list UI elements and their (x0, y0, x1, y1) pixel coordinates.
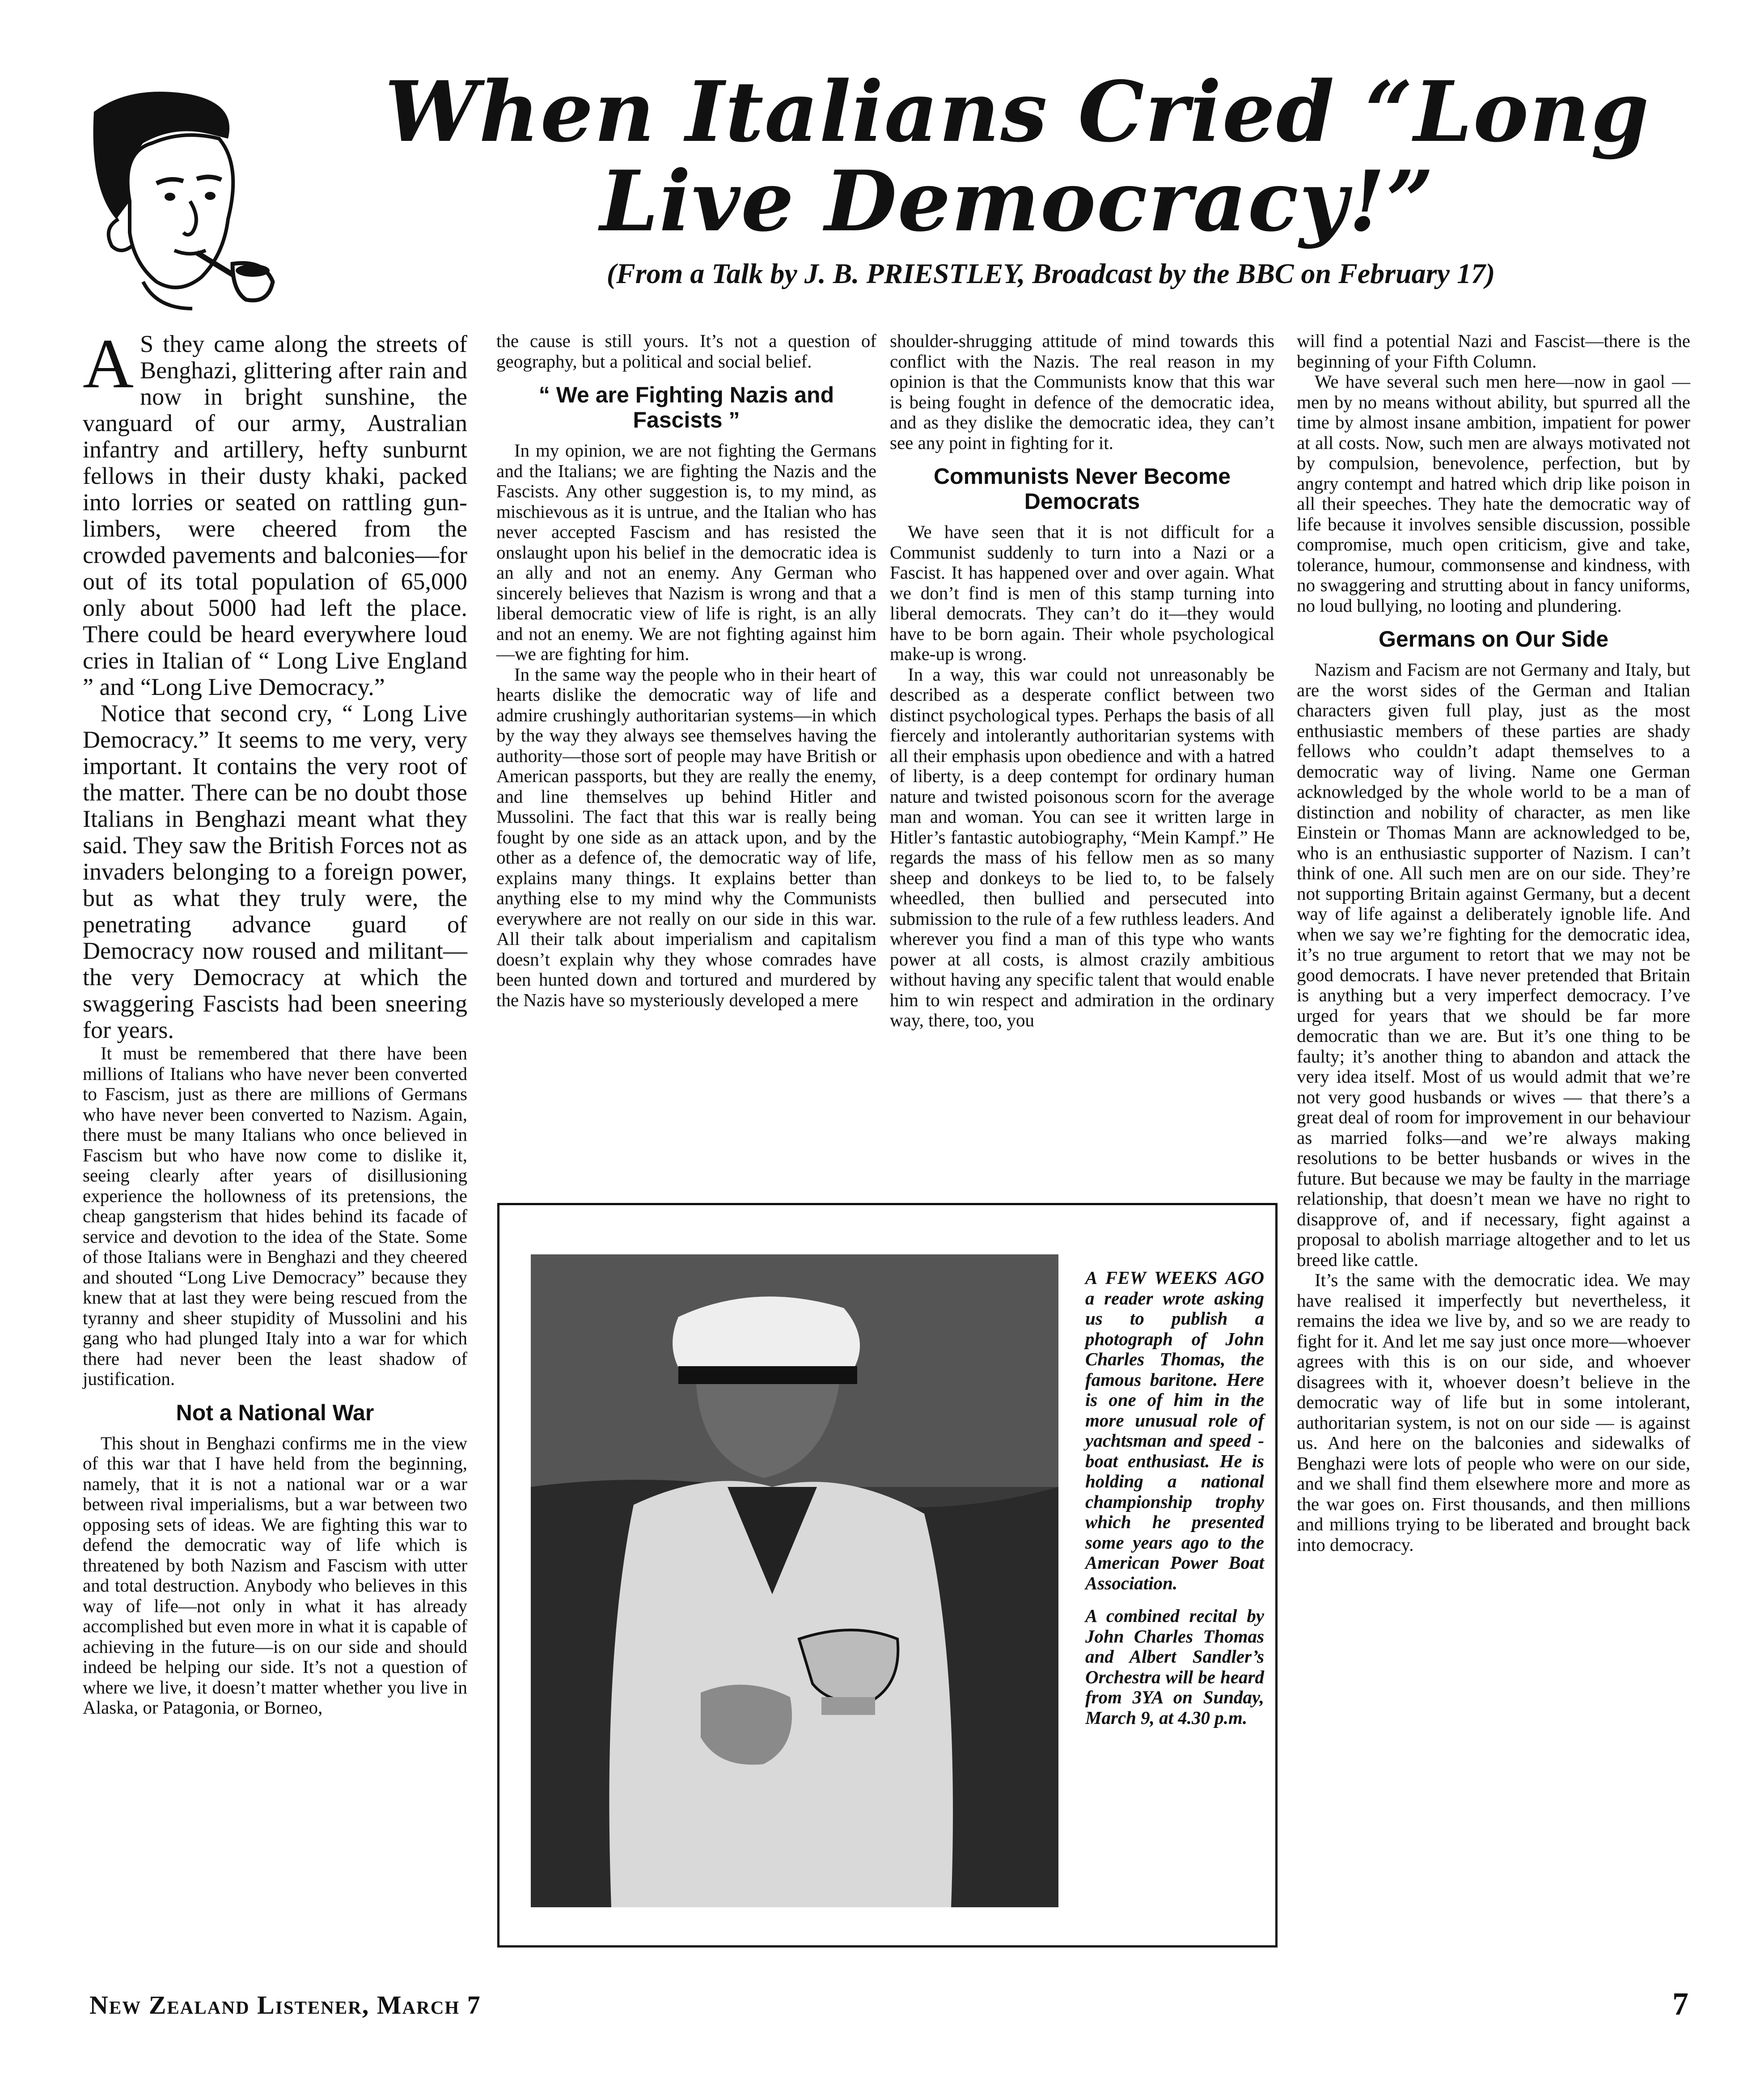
drop-cap: A (83, 325, 134, 403)
headline (313, 63, 1722, 250)
paragraph: This shout in Benghazi confirms me in the view of this war that I have held from the beginning, namely, that it is not a national war or a war between rival imperialisms, but a war between two opposing sets of ideas. We are fighting this war to defend the democratic way of life which is threatened by both Nazism and Fascism with utter and total destruction. Anybody who believes in this way of life—not only in what it has already accomplished but even more in what it is capable of achieving in the future—is on our side and should indeed be helping our side. It’s not a question of where we live, it doesn’t matter whether you live in Alaska, or Patagonia, or Borneo, (83, 1432, 467, 1718)
photo-feature-box (497, 1203, 1278, 1948)
section-heading-germans-on-our-side: Germans on Our Side (1378, 627, 1608, 652)
paragraph: In the same way the people who in their heart of hearts dislike the democratic way of life and admire crushingly authoritarian systems—in which by the way they always see themselves having the authority—those sort of people may have British or American passports, but they are really the enemy, and line themselves up behind Hitler and Mussolini. The fact that this war is really being fought by one side as an attack upon, and by the other as a defence of, the democratic way of life, explains many things. It explains better than anything else to my mind why the Communists everywhere are not really on our side in this war. All their talk about imperialism and capitalism doesn’t explain why they whose comrades have been hunted down and tortured and murdered by the Nazis have so mysteriously developed a mere (496, 664, 876, 1010)
article-column-1 (83, 325, 467, 1718)
caption-paragraph: A combined recital by John Charles Thomas and Albert Sandler’s Orchestra will be heard from 3YA on Sunday, March 9, at 4.30 p.m. (1085, 1605, 1264, 1728)
paragraph: the cause is still yours. It’s not a question of geography, but a political and social belief. (496, 330, 876, 372)
byline-subhead: (From a Talk by J. B. PRIESTLEY, Broadcast by the BBC on February 17) (606, 258, 1495, 289)
john-charles-thomas-photo (531, 1254, 1058, 1907)
photo-caption (1085, 1268, 1264, 1740)
lead-paragraph-text: S they came along the streets of Benghazi, glittering after rain and now in bright sunshine, the vanguard of our army, Australian infantry and artillery, hefty sunburnt fellows in their dusty khaki, packed into lorries or seated on rattling gun-limbers, were cheered from the crowded pavements and balconies—for out of its total population of 65,000 only about 5000 had left the place. There could be heard everywhere loud cries in Italian of “ Long Live England ” and “Long Live Democracy.” (83, 330, 467, 700)
article-column-4 (1297, 331, 1690, 1555)
section-heading-communists-never-become-democrats: Communists Never Become Democrats (933, 464, 1231, 514)
caption-paragraph: A FEW WEEKS AGO a reader wrote asking us to publish a photograph of John Charles Thomas, the famous baritone. Here is one of him in the more unusual role of yachtsman and speed - boat enthusiast. He is holding a national championship trophy which he presented some years ago to the American Power Boat Association. (1085, 1267, 1264, 1593)
section-heading-not-a-national-war: Not a National War (176, 1400, 374, 1425)
article-column-3 (890, 331, 1274, 1031)
paragraph: It’s the same with the democratic idea. We may have realised it imperfectly but nevertheless, it remains the idea we live by, and so we are ready to fight for it. And let me say just once more—whoever agrees with this is on our side, and whoever disagrees with it, whoever doesn’t believe in the democratic way of life but in some intolerant, authoritarian system, is not on our side — is against us. And here on the balconies and sidewalks of Benghazi were lots of people who were on our side, and we shall find them elsewhere more and more as the war goes on. First thousands, and then millions and millions trying to be liberated and brought back into democracy. (1297, 1270, 1690, 1555)
paragraph: Nazism and Facism are not Germany and Italy, but are the worst sides of the German and Italian characters given full play, just as the most enthusiastic members of these parties are shady fellows who couldn’t adapt themselves to a democratic way of living. Name one German acknowledged by the whole world to be a man of distinction and nobility of character, as men like Einstein or Thomas Mann are acknowledged to be, who is an enthusiastic supporter of Nazism. I can’t think of one. All such men are on our side. They’re not supporting Britain against Germany, but a decent way of life against a deliberately ignoble life. And when we say we’re fighting for the democratic idea, it’s no true argument to retort that we may not be good democrats. I have never pretended that Britain is anything but a very imperfect democracy. I’ve urged for years that we should be far more democratic than we are. But it’s one thing to be faulty; it’s another thing to abandon and attack the very idea itself. Most of us would admit that we’re not very good husbands or wives — that there’s a great deal of room for improvement in our behaviour as married folks—and we’re always making resolutions to be better husbands or wives in the future. But because we may be faulty in the marriage relationship, that doesn’t mean we have no right to disapprove of, and if necessary, fight against a proposal to abolish marriage altogether and to let us breed like cattle. (1297, 659, 1690, 1270)
article-column-2 (496, 331, 876, 1010)
paragraph: In a way, this war could not unreasonably be described as a desperate conflict between two distinct psychological types. Perhaps the basis of all fiercely and intolerantly authoritarian systems with all their emphasis upon obedience and with a hatred of liberty, is a deep contempt for ordinary human nature and twisted poisonous scorn for the average man and woman. You can see it written large in Hitler’s fantastic autobiography, “Mein Kampf.” He regards the mass of his fellow men as so many sheep and donkeys to be lied to, to be falsely wheedled, then bullied and persecuted into submission to the rule of a few ruthless leaders. And wherever you find a man of this type who wants power at all costs, is almost crazily ambitious without having any specific talent that would enable him to win respect and admiration in the ordinary way, there, too, you (890, 664, 1274, 1030)
paragraph: We have several such men here—now in gaol — men by no means without ability, but spurred all the time by almost insane ambition, impatient for power at all costs. Now, such men are always motivated not by compulsion, benevolence, perfection, but by angry contempt and hatred which drip like poison in all their speeches. They hate the democratic way of life because it involves sensible discussion, possible compromise, much open criticism, give and take, tolerance, humour, commonsense and kindness, with no swaggering and strutting about in fancy uniforms, no loud bullying, no looting and plundering. (1297, 371, 1690, 616)
page-number: 7 (1672, 1986, 1688, 2022)
footer-publication-line: New Zealand Listener, March 7 (89, 1990, 481, 2020)
paragraph: We have seen that it is not difficult for a Communist suddenly to turn into a Nazi or a Fascist. It has happened over and over again. What we don’t find is men of this stamp turning into liberal democrats. They can’t do it—they would have to be born again. Their whole psychological make-up is wrong. (890, 521, 1274, 664)
paragraph: In my opinion, we are not fighting the Germans and the Italians; we are fighting the Nazis and the Fascists. Any other suggestion is, to my mind, as mischievous as it is untrue, and the Italian who has never accepted Fascism and has resisted the onslaught upon his belief in the democratic idea is an ally and not an enemy. Any German who sincerely believes that Nazism is wrong and that a liberal democratic view of life is right, is an ally and not an enemy. We are not fighting against him—we are fighting for him. (496, 440, 876, 664)
paragraph: Notice that second cry, “ Long Live Democracy.” It seems to me very, very important. It contains the very root of the matter. There can be no doubt those Italians in Benghazi meant what they said. They saw the British Forces not as invaders belonging to a foreign power, but as what they truly were, the penetrating advance guard of Democracy now roused and militant—the very Democracy at which the swaggering Fascists had been sneering for years. (83, 700, 467, 1043)
paragraph: shoulder-shrugging attitude of mind towards this conflict with the Nazis. The real reason in my opinion is that the Communists know that this war is being fought in defence of the democratic idea, and as they dislike the democratic idea, they can’t see any point in fighting for it. (890, 330, 1274, 453)
headline-line-2: Live Democracy!” (600, 152, 1435, 250)
lead-paragraph (83, 325, 467, 700)
paragraph: It must be remembered that there have been millions of Italians who have never been converted to Fascism, just as there are millions of Germans who have never been converted to Nazism. Again, there must be many Italians who once believed in Fascism but who have now come to dislike it, seeing clearly after years of disillusioning experience the hollowness of its pretensions, the cheap gangsterism that hides behind its facade of service and devotion to the idea of the State. Some of those Italians were in Benghazi and they cheered and shouted “Long Live Democracy” because they knew that at last they were being rescued from the tyranny and sheer stupidity of Mussolini and his gang who had plunged Italy into a war for which there had never been the least shadow of justification. (83, 1043, 467, 1389)
paragraph: will find a potential Nazi and Fascist—there is the beginning of your Fifth Column. (1297, 330, 1690, 372)
priestley-caricature-illustration (76, 85, 291, 318)
section-heading-fighting-nazis-and-fascists: “ We are Fighting Nazis and Fascists ” (538, 382, 834, 432)
headline-line-1: When Italians Cried “Long (385, 63, 1650, 161)
